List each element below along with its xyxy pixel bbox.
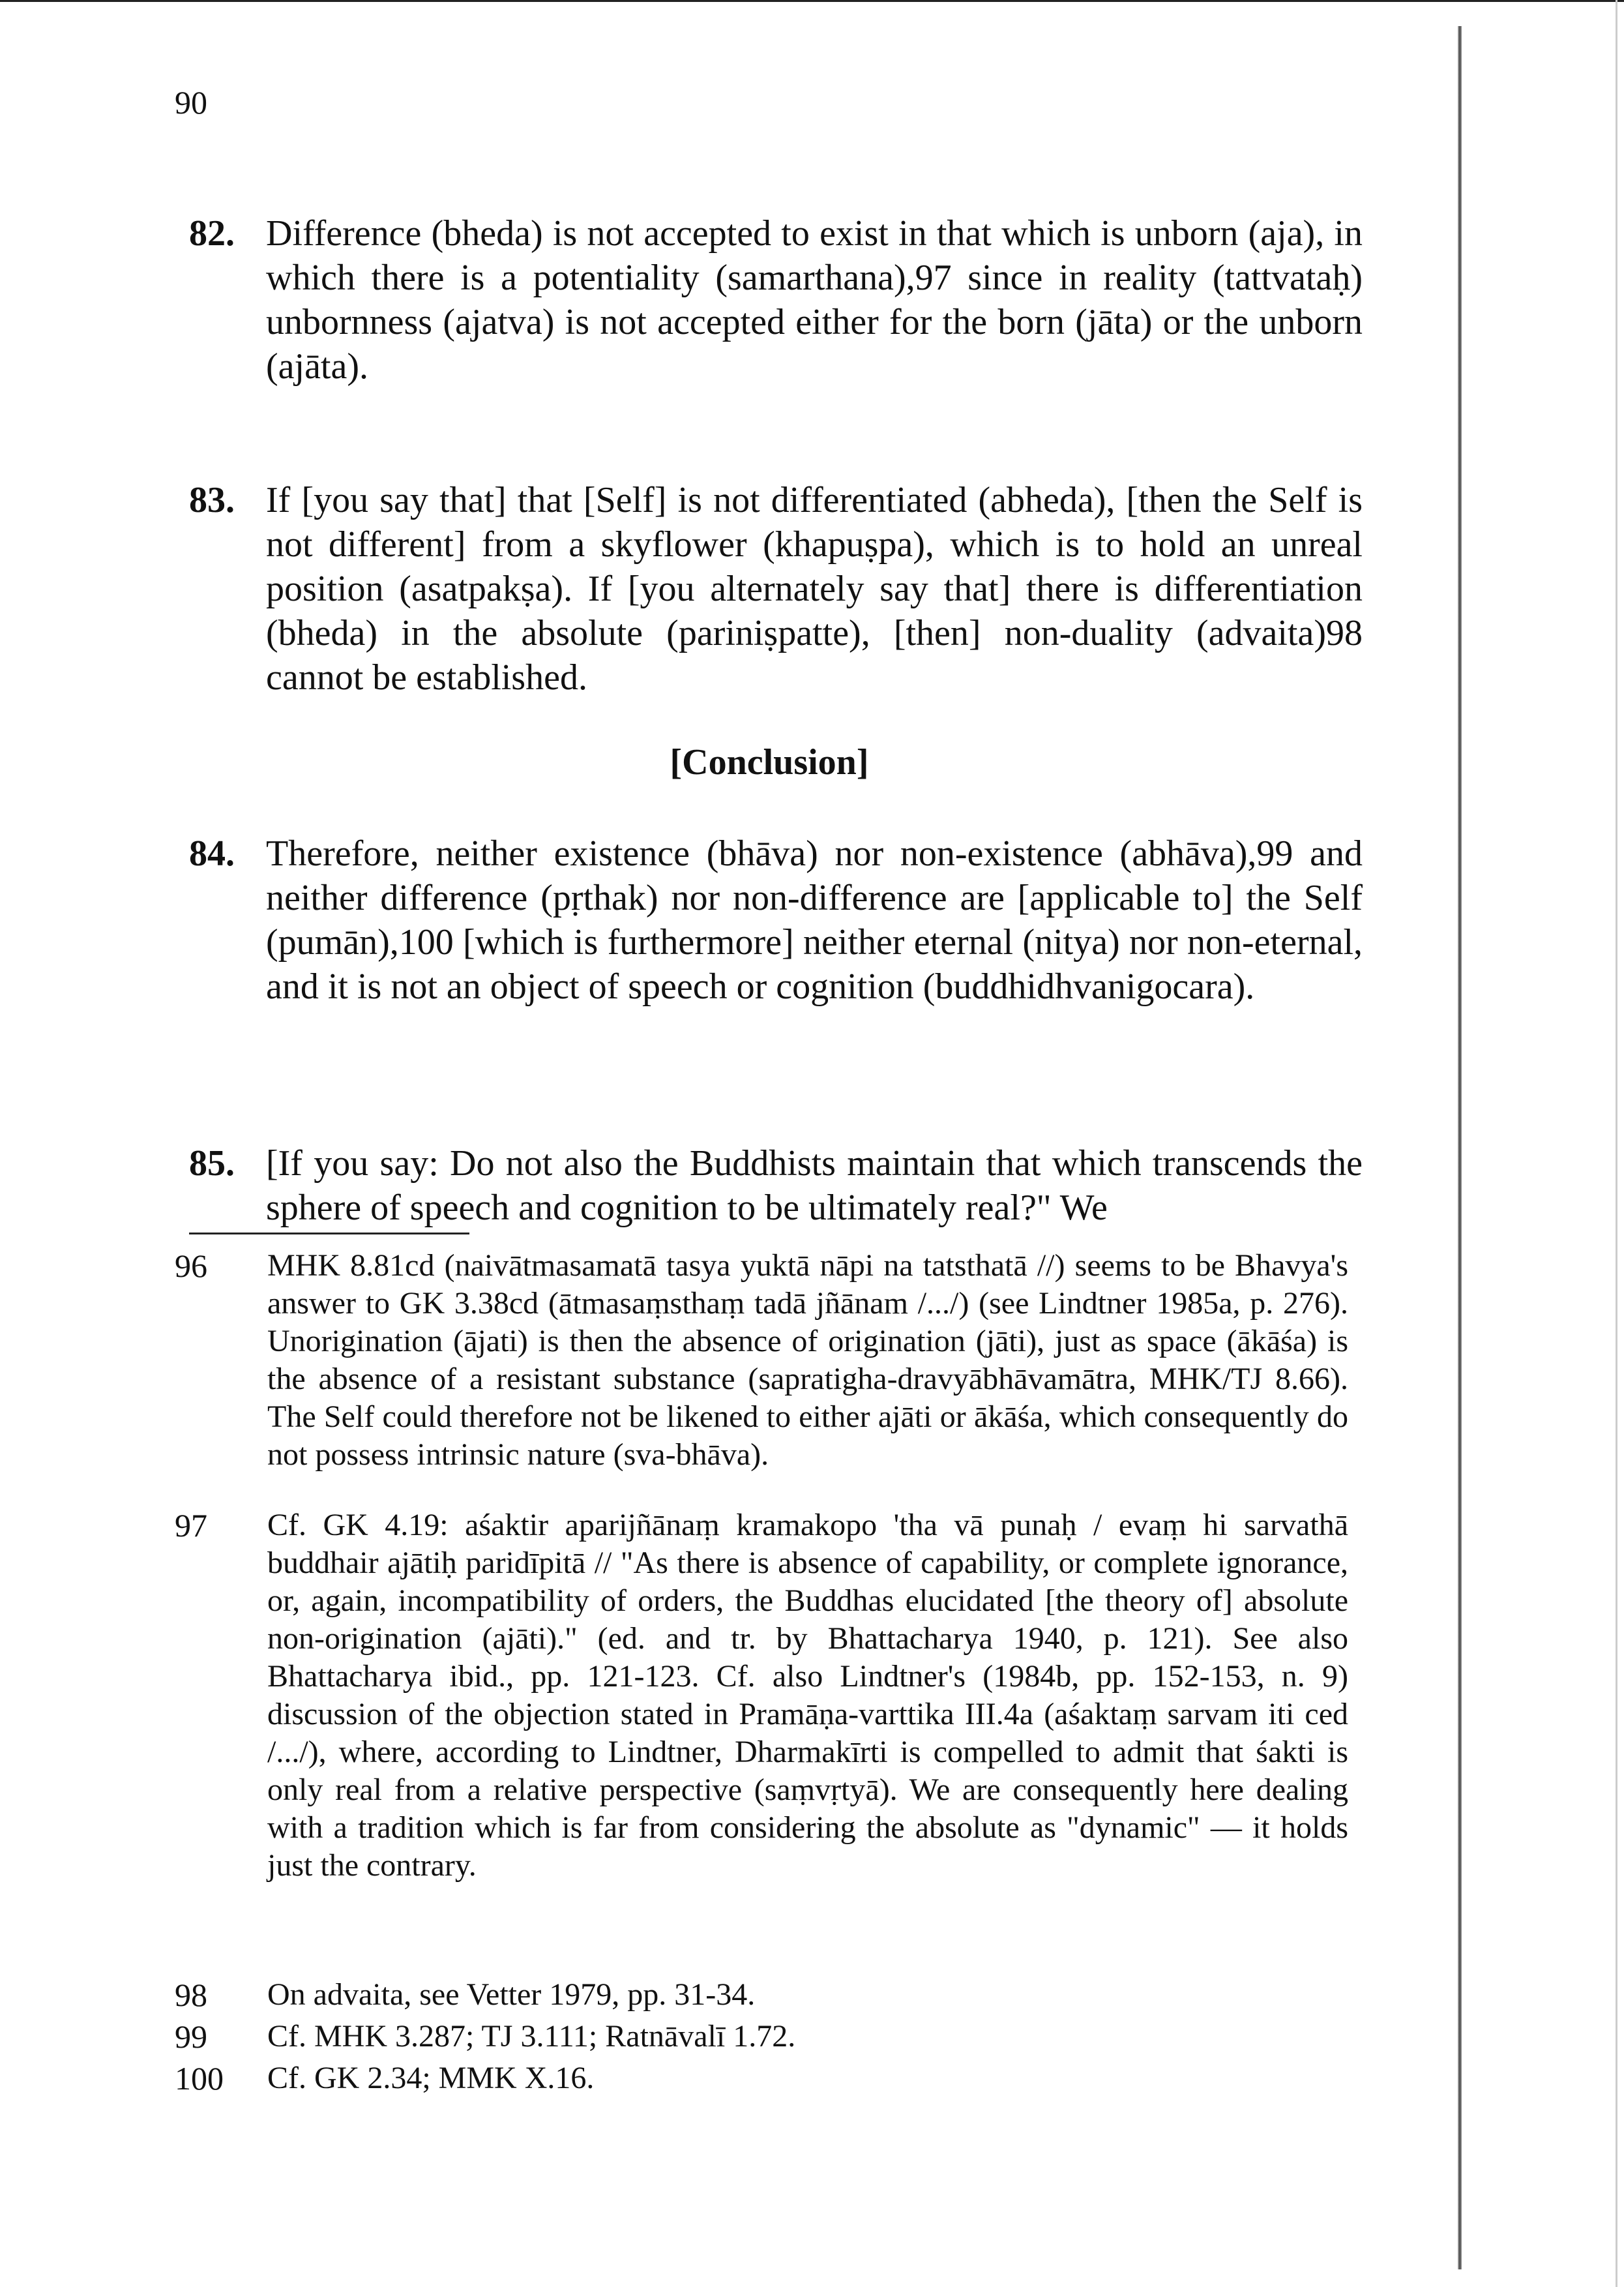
verse-number: 83. — [189, 480, 235, 520]
footnote-text: MHK 8.81cd (naivātmasamatā tasya yuktā nāpi na tatsthatā //) seems to be Bhavya's answer to GK 3.38cd (ātmasaṃsthaṃ tadā jñānam /.../) (see Lindtner 1985a, p. 276). Unorigination (ājati) is then the absence of origination (jāti), just as space (ākāśa) is the absence of a resistant substance (sapratigha-dravyābhāvamātra, MHK/TJ 8.66). The Self could therefore not be likened to either ajāti or ākāśa, which consequently do not possess intrinsic nature (sva-bhāva). — [267, 1248, 1348, 1472]
verse-text: Therefore, neither existence (bhāva) nor non-existence (abhāva),99 and neither difference (pṛthak) nor non-difference are [applicable to] the Self (pumān),100 [which is furthermore] neither eternal (nitya) nor non-eternal, and it is not an object of speech or cognition (buddhidhvanigocara). — [266, 833, 1363, 1007]
verse-83 — [189, 478, 1363, 700]
page-edge — [1616, 0, 1617, 2287]
verse-text: [If you say: Do not also the Buddhists maintain that which transcends the sphere of speech and cognition to be ultimately real?" We — [266, 1143, 1363, 1228]
footnote-99 — [175, 2018, 1348, 2059]
section-heading: [Conclusion] — [670, 742, 869, 783]
footnote-number: 98 — [175, 1977, 207, 2013]
footnote-text: Cf. GK 4.19: aśaktir aparijñānaṃ kramakopo 'tha vā punaḥ / evaṃ hi sarvathā buddhair ajātiḥ paridīpitā // "As there is absence of capability, or complete ignorance, or, again, incompatibility of orders, the Buddhas elucidated [the theory of] absolute non-origination (ajāti)." (ed. and tr. by Bhattacharya 1940, p. 121). See also Bhattacharya ibid., pp. 121-123. Cf. also Lindtner's (1984b, pp. 152-153, n. 9) discussion of the objection stated in Pramāṇa-varttika III.4a (aśaktaṃ sarvam iti ced /.../), where, according to Lindtner, Dharmakīrti is compelled to admit that śakti is only real from a relative perspective (saṃvṛtyā). We are consequently here dealing with a tradition which is far from considering the absolute as "dynamic" — it holds just the contrary. — [267, 1508, 1348, 1883]
footnote-97 — [175, 1506, 1348, 1976]
binding-shadow — [1458, 26, 1462, 2269]
footnote-98 — [175, 1976, 1348, 2018]
footnote-100 — [175, 2059, 1348, 2101]
footnote-number: 96 — [175, 1248, 207, 1284]
footnote-text: Cf. MHK 3.287; TJ 3.111; Ratnāvalī 1.72. — [267, 2019, 796, 2054]
footnote-number: 97 — [175, 1507, 207, 1544]
page-number: 90 — [175, 84, 207, 121]
verse-85 — [189, 1141, 1363, 1230]
footnote-96 — [175, 1247, 1348, 1506]
verse-84 — [189, 831, 1363, 1009]
verse-text: If [you say that] that [Self] is not differentiated (abheda), [then the Self is not different] from a skyflower (khapuṣpa), which is to hold an unreal position (asatpakṣa). If [you alternately say that] there is differentiation (bheda) in the absolute (pariniṣpatte), [then] non-duality (advaita)98 cannot be established. — [266, 480, 1363, 698]
footnote-number: 100 — [175, 2060, 224, 2097]
footnote-separator — [189, 1233, 469, 1234]
footnote-number: 99 — [175, 2018, 207, 2055]
verse-number: 82. — [189, 213, 235, 254]
footnotes — [175, 1247, 1348, 2101]
verse-text: Difference (bheda) is not accepted to exist in that which is unborn (aja), in which there is a potentiality (samarthana),97 since in reality (tattvataḥ) unbornness (ajatva) is not accepted either for the born (jāta) or the unborn (ajāta). — [266, 213, 1363, 387]
verse-82 — [189, 211, 1363, 389]
footnote-text: Cf. GK 2.34; MMK X.16. — [267, 2061, 595, 2095]
top-border — [0, 0, 1624, 2]
footnote-text: On advaita, see Vetter 1979, pp. 31-34. — [267, 1977, 756, 2012]
verse-number: 85. — [189, 1143, 235, 1184]
verse-number: 84. — [189, 833, 235, 874]
